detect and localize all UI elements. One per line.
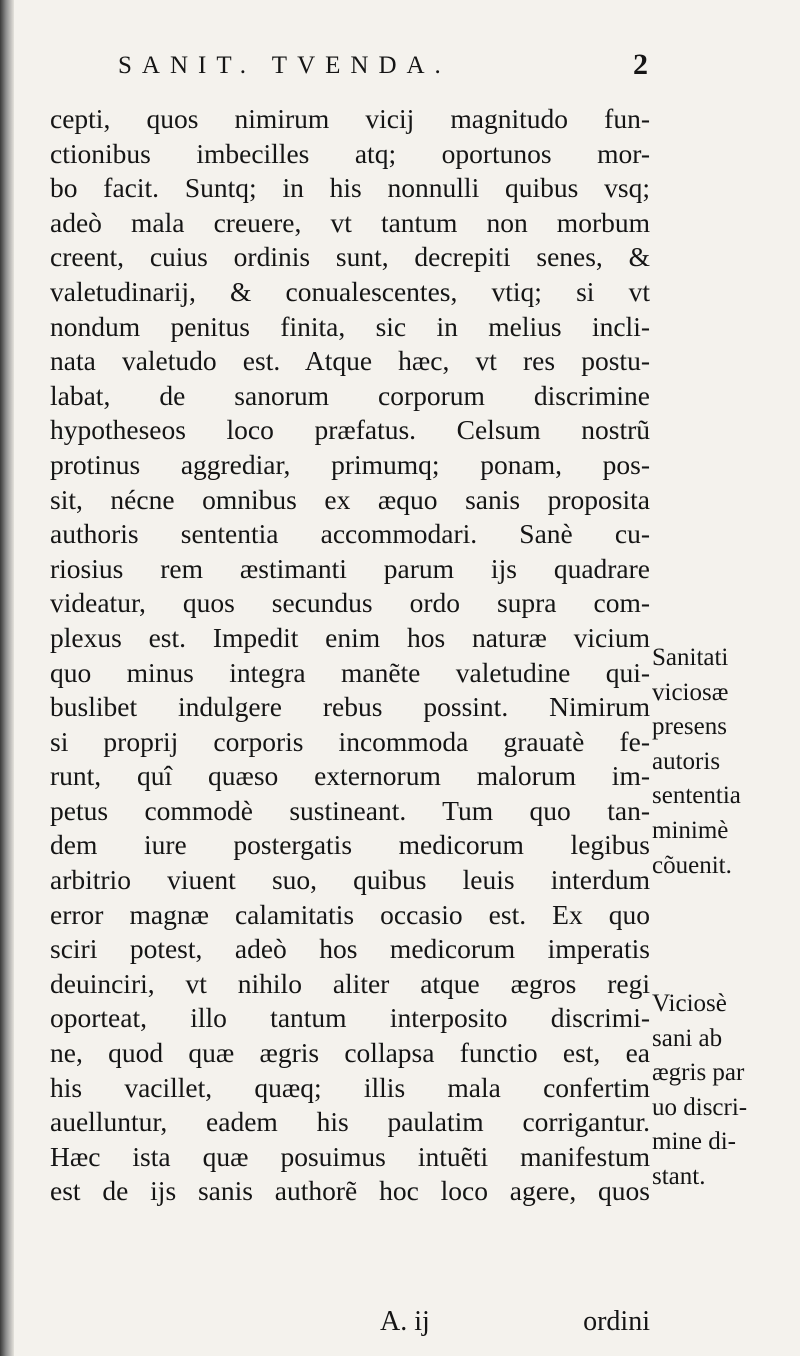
text-line: protinus aggrediar, primumq; ponam, pos-	[50, 448, 650, 480]
text-line: valetudinarij, & conualescentes, vtiq; si vt	[50, 275, 650, 307]
text-line: creent, cuius ordinis sunt, decrepiti senes, &	[50, 241, 650, 273]
text-line: videatur, quos secundus ordo supra com-	[50, 587, 650, 619]
text-line: authoris sententia accommodari. Sanè cu-	[50, 518, 650, 550]
marginal-note-line: ægris par	[652, 1059, 745, 1087]
marginal-note-line: sententia	[652, 782, 741, 810]
text-line: quo minus integra manẽte valetudine qui-	[50, 656, 650, 688]
text-line: nata valetudo est. Atque hæc, vt res postu-	[50, 345, 650, 377]
text-line: ne, quod quæ ægris collapsa functio est, ea	[50, 1037, 650, 1069]
signature-mark: A. ij	[380, 1306, 430, 1337]
text-line: si proprij corporis incommoda grauatè fe-	[50, 725, 650, 757]
marginal-note-line: minimè	[652, 816, 729, 844]
text-line: est de ijs sanis authorẽ hoc loco agere, quos	[50, 1175, 650, 1207]
text-line: cepti, quos nimirum vicij magnitudo fun-	[50, 103, 650, 134]
marginal-note-line: viciosæ	[652, 678, 729, 706]
text-line: hypotheseos loco præfatus. Celsum nostrũ	[50, 414, 650, 446]
marginal-note-line: autoris	[652, 747, 721, 775]
text-line: dem iure postergatis medicorum legibus	[50, 829, 650, 861]
marginal-note	[652, 987, 800, 1195]
text-line: arbitrio viuent suo, quibus leuis interdum	[50, 864, 650, 896]
page-number: 2	[633, 48, 648, 81]
text-line: auelluntur, eadem his paulatim corrigantur.	[50, 1106, 650, 1138]
marginal-note-line: Sanitati	[652, 644, 729, 671]
marginal-note-line: cõuenit.	[652, 851, 732, 879]
marginal-note-line: stant.	[652, 1162, 706, 1190]
text-line: Hæc ista quæ posuimus intuẽti manifestum	[50, 1140, 650, 1172]
text-line: sit, nécne omnibus ex æquo sanis proposita	[50, 483, 650, 515]
text-line: riosius rem æstimanti parum ijs quadrare	[50, 552, 650, 584]
marginal-note-line: Viciosè	[652, 990, 727, 1017]
marginal-note-line: presens	[652, 713, 727, 741]
text-line: labat, de sanorum corporum discrimine	[50, 379, 650, 411]
binding-gutter	[0, 0, 14, 1356]
marginal-note-line: uo discri-	[652, 1093, 748, 1121]
text-line: bo facit. Suntq; in his nonnulli quibus vsq;	[50, 172, 650, 204]
text-line: runt, quî quæso externorum malorum im-	[50, 760, 650, 792]
text-line: petus commodè sustineant. Tum quo tan-	[50, 794, 650, 826]
text-line: deuinciri, vt nihilo aliter atque ægros regi	[50, 967, 650, 999]
text-line: sciri potest, adeò hos medicorum imperatis	[50, 933, 650, 965]
text-line: nondum penitus finita, sic in melius incli-	[50, 310, 650, 342]
marginal-note-line: mine di-	[652, 1128, 737, 1156]
page-header	[118, 48, 648, 88]
text-line: his vacillet, quæq; illis mala confertim	[50, 1071, 650, 1103]
body-text	[50, 102, 650, 1209]
text-line: ctionibus imbecilles atq; oportunos mor-	[50, 137, 650, 169]
catchword: ordini	[583, 1306, 650, 1337]
page-footer	[50, 1306, 650, 1342]
running-head: SANIT. TVENDA.	[118, 52, 451, 79]
text-line: error magnæ calamitatis occasio est. Ex quo	[50, 898, 650, 930]
text-line: adeò mala creuere, vt tantum non morbum	[50, 206, 650, 238]
text-line: oporteat, illo tantum interposito discrimi-	[50, 1002, 650, 1034]
marginal-note	[652, 641, 800, 883]
marginal-note-line: sani ab	[652, 1024, 723, 1052]
text-line: buslibet indulgere rebus possint. Nimirum	[50, 691, 650, 723]
text-line: plexus est. Impedit enim hos naturæ vicium	[50, 621, 650, 653]
